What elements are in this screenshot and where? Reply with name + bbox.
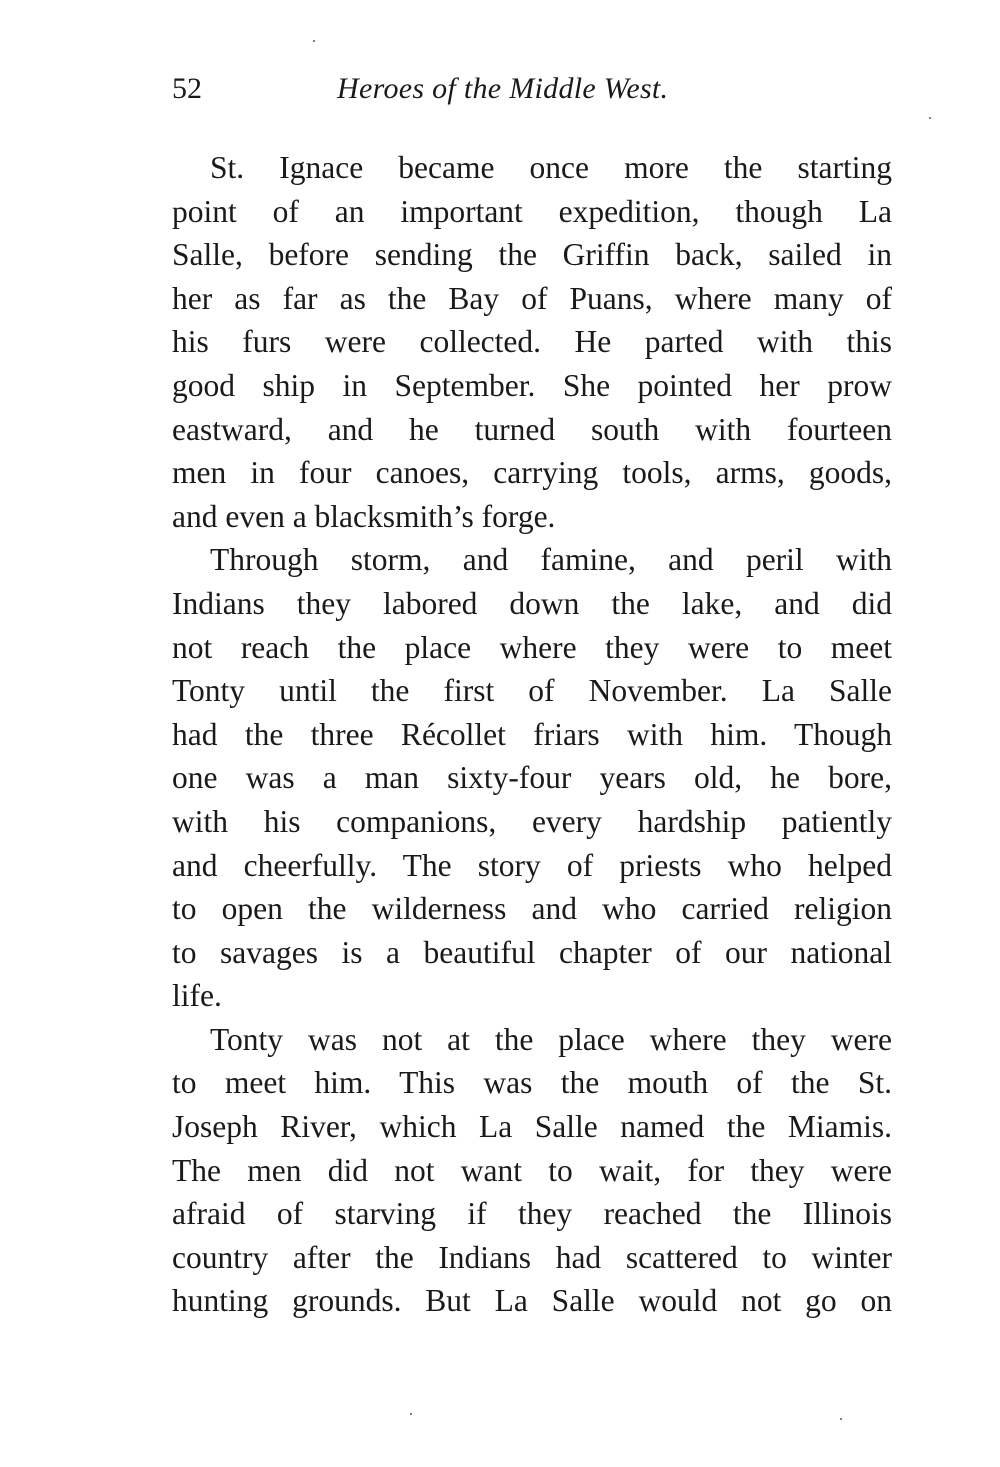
text-line: point of an important expedition, though La: [172, 193, 892, 229]
text-line: country after the Indians had scattered to winter: [172, 1239, 892, 1275]
text-line: and cheerfully. The story of priests who helped: [172, 847, 892, 883]
scan-speck: [840, 1418, 842, 1420]
text-line: afraid of starving if they reached the Illinois: [172, 1196, 892, 1232]
text-line: The men did not want to wait, for they were: [172, 1152, 892, 1188]
text-line: Tonty until the first of November. La Salle: [172, 673, 892, 709]
running-title: Heroes of the Middle West.: [337, 72, 669, 105]
text-line: and even a blacksmith’s forge.: [172, 498, 556, 534]
scan-speck: [313, 40, 315, 42]
text-line: Indians they labored down the lake, and did: [172, 585, 892, 621]
body-text: [172, 146, 892, 1323]
text-line: good ship in September. She pointed her prow: [172, 367, 892, 403]
text-line: to open the wilderness and who carried religion: [172, 891, 892, 927]
text-line: to meet him. This was the mouth of the St.: [172, 1065, 892, 1101]
text-line: hunting grounds. But La Salle would not go on: [172, 1283, 892, 1319]
text-line: men in four canoes, carrying tools, arms, goods,: [172, 455, 892, 491]
text-line: not reach the place where they were to meet: [172, 629, 892, 665]
text-line: her as far as the Bay of Puans, where many of: [172, 280, 892, 316]
text-line: eastward, and he turned south with fourteen: [172, 411, 892, 447]
text-line: Salle, before sending the Griffin back, sailed in: [172, 237, 892, 273]
text-line: life.: [172, 978, 222, 1014]
text-line: with his companions, every hardship patiently: [172, 803, 892, 839]
text-line: Through storm, and famine, and peril with: [210, 542, 892, 578]
text-line: had the three Récollet friars with him. Though: [172, 716, 892, 752]
page-number: 52: [172, 72, 202, 105]
text-line: to savages is a beautiful chapter of our national: [172, 934, 892, 970]
scan-speck: [929, 117, 931, 119]
text-line: St. Ignace became once more the starting: [210, 150, 892, 185]
text-line: one was a man sixty-four years old, he bore,: [172, 760, 892, 796]
scan-speck: [410, 1413, 412, 1415]
text-line: Tonty was not at the place where they were: [210, 1021, 892, 1057]
text-line: his furs were collected. He parted with this: [172, 324, 892, 360]
text-line: Joseph River, which La Salle named the Miamis.: [172, 1109, 892, 1145]
running-head: [172, 72, 892, 112]
